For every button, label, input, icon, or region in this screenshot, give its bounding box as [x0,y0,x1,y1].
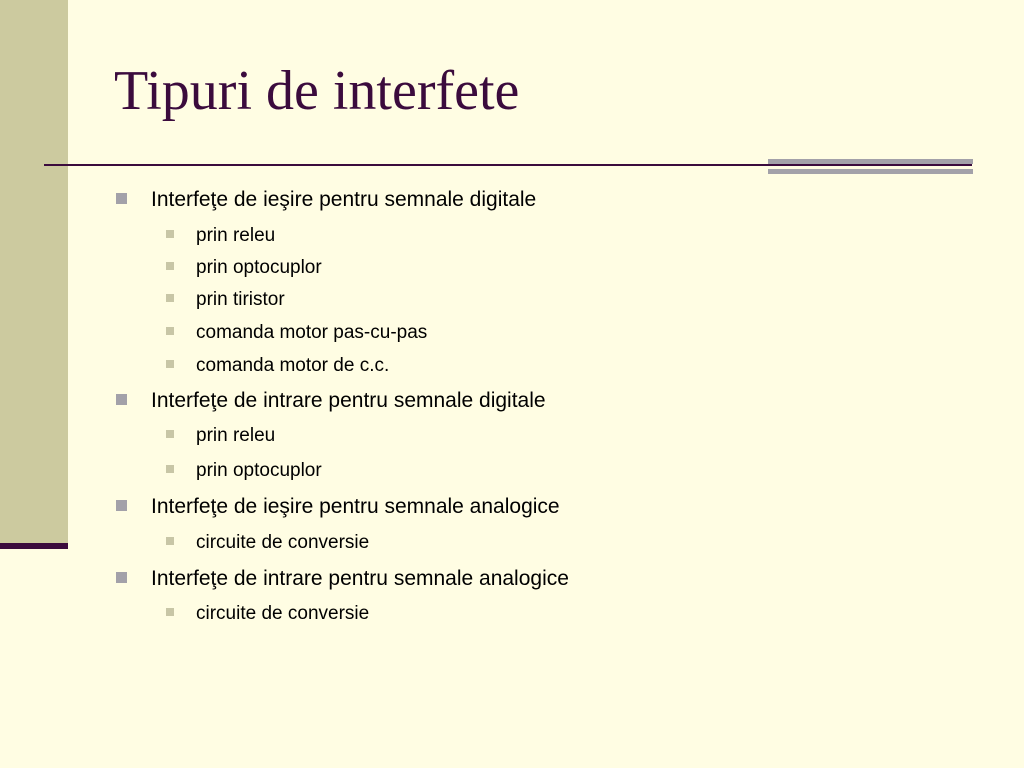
square-bullet-icon [166,327,174,335]
list-item-text: prin releu [196,425,276,446]
list-item-text: Interfeţe de ieşire pentru semnale digitale [151,188,537,211]
decor-bar [768,159,973,164]
square-bullet-icon [166,465,174,473]
square-bullet-icon [116,572,127,583]
list-item [116,495,560,519]
list-item-text: comanda motor de c.c. [196,355,390,376]
square-bullet-icon [116,500,127,511]
list-item-text: prin releu [196,225,276,246]
list-item [116,567,569,591]
sub-list-item [166,257,322,279]
slide-title: Tipuri de interfete [114,60,520,122]
decor-bar [768,169,973,174]
list-item [116,389,546,413]
square-bullet-icon [166,294,174,302]
square-bullet-icon [166,608,174,616]
list-item [116,188,536,212]
sub-list-item [166,460,322,482]
sub-list-item [166,355,389,377]
square-bullet-icon [166,537,174,545]
list-item-text: Interfeţe de intrare pentru semnale analogice [151,567,569,590]
left-decor-bar [0,0,68,543]
title-decor-bars [768,159,973,179]
sub-list-item [166,425,275,447]
square-bullet-icon [166,360,174,368]
list-item-text: prin optocuplor [196,257,322,278]
sub-list-item [166,225,275,247]
list-item-text: circuite de conversie [196,603,370,624]
list-item-text: Interfeţe de ieşire pentru semnale analogice [151,495,560,518]
square-bullet-icon [166,262,174,270]
list-item-text: prin optocuplor [196,460,322,481]
sub-list-item [166,289,285,311]
sub-list-item [166,322,427,344]
left-decor-line [0,543,68,549]
list-item-text: Interfeţe de intrare pentru semnale digitale [151,389,546,412]
list-item-text: circuite de conversie [196,532,370,553]
square-bullet-icon [116,394,127,405]
sub-list-item [166,603,369,625]
list-item-text: comanda motor pas-cu-pas [196,322,428,343]
sub-list-item [166,532,369,554]
square-bullet-icon [166,230,174,238]
list-item-text: prin tiristor [196,289,285,310]
square-bullet-icon [166,430,174,438]
square-bullet-icon [116,193,127,204]
